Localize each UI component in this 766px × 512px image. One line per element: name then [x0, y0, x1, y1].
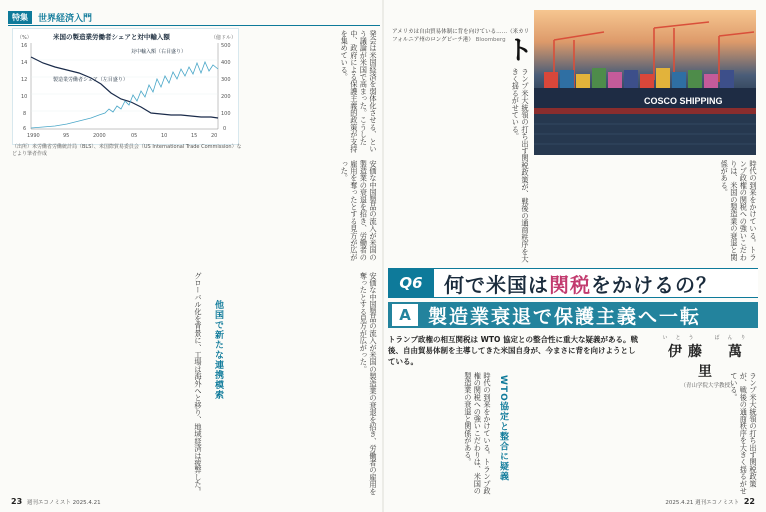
left-footer-magazine: 週刊エコノミスト	[26, 500, 71, 506]
svg-text:200: 200	[221, 94, 231, 100]
right-footer-magazine: 週刊エコノミスト	[695, 500, 740, 506]
legend-manufacturing-share: 製造業労働者シェア（左目盛り）	[53, 77, 128, 83]
svg-text:0: 0	[223, 126, 227, 132]
right-footer-date: 2025.4.21	[665, 500, 694, 506]
svg-text:95: 95	[63, 133, 70, 139]
svg-text:05: 05	[131, 133, 138, 139]
header-rule	[8, 25, 380, 26]
right-footer	[665, 497, 758, 506]
section-header	[8, 10, 92, 24]
author-affiliation: （青山学院大学教授）	[680, 383, 736, 389]
series-china-imports	[31, 62, 218, 128]
svg-text:400: 400	[221, 60, 231, 66]
right-body-col-3: 時代の到来をかけている。トランプ政権の関税への強いこだわりは、米国の製造業の衰退と関係がある。	[463, 372, 492, 495]
drop-cap: ト	[507, 36, 534, 66]
svg-text:8: 8	[23, 111, 27, 117]
svg-text:500: 500	[221, 43, 231, 49]
lead-paragraph: トランプ政権の相互関税は WTO 協定との整合性に重大な疑義がある。戦後、自由貿易体制を主導してきた米国自身が、今まさに背を向けようとしている。	[388, 335, 638, 366]
photo-caption-text: アメリカは自由貿易体制に背を向けている……（米カリフォルニア州のロングビーチ港）	[392, 29, 530, 43]
left-body-col-4: 安価な中国製品の流入が米国の製造業の衰退を招き、労働者の雇用を奪ったとする見方が広がった。	[359, 272, 378, 496]
left-footer-date: 2025.4.21	[72, 500, 101, 506]
question-label: Q6	[388, 269, 434, 297]
svg-text:15: 15	[191, 133, 198, 139]
right-page-number: 22	[743, 497, 755, 506]
svg-text:12: 12	[21, 77, 28, 83]
left-body-col-2: 安価な中国製品の流入が米国の製造業の衰退を招き、労働者の雇用を奪ったとする見方が広がった。	[340, 160, 378, 261]
left-page-number: 23	[11, 497, 23, 506]
answer-banner	[388, 302, 758, 328]
section-tag: 特集	[8, 11, 32, 24]
chart-title: 米国の製造業労働者シェアと対中輸入額	[53, 33, 170, 41]
legend-china-imports: 対中輸入額（右目盛り）	[131, 49, 187, 55]
right-body-col-1: ランプ米大統領の打ち出す関税政策が、戦後の通商秩序を大きく揺るがせている。	[511, 68, 530, 263]
author-name: 伊藤 萬里	[668, 344, 748, 380]
page-gutter	[382, 0, 384, 512]
chart-left-unit: （%）	[17, 35, 32, 41]
chart-svg	[13, 29, 238, 144]
series-manufacturing-share	[31, 57, 218, 118]
chart-right-unit: （億ドル）	[211, 35, 237, 41]
chart-source-note: （出所）米労働省労働統計局（BLS）、米国際貿易委員会（US International Trade Commission）などより筆者作成	[12, 144, 242, 157]
left-body-col-1: 発会は米国経済を弱体化させる、という議論が米国で高まった。こうした中、政府による保護主義的政策が支持を集めている。	[340, 30, 378, 153]
right-body-col-2: 時代の到来をかけている。トランプ政権の関税への強いこだわりは、米国の製造業の衰退と関係がある。	[720, 160, 758, 261]
svg-text:14: 14	[21, 60, 28, 66]
chart-figure	[12, 28, 239, 145]
svg-text:10: 10	[161, 133, 168, 139]
left-body-col-3: グローバル化を背景に、工場は海外へと移り、地域経済は疲弊した。	[194, 272, 203, 496]
svg-text:6: 6	[23, 126, 27, 132]
answer-text: 製造業衰退で保護主義へ一転	[428, 305, 702, 328]
left-footer	[8, 497, 101, 506]
right-body-col-4: ランプ米大統領の打ち出す関税政策が、戦後の通商秩序を大きく揺るがせている。	[729, 372, 758, 495]
author-ruby: いとう ばんり	[662, 335, 754, 341]
svg-text:20: 20	[211, 133, 218, 139]
svg-text:2000: 2000	[93, 133, 106, 139]
left-subhead: 他国で新たな連携模索	[213, 300, 223, 400]
port-photo	[534, 10, 756, 155]
svg-text:300: 300	[221, 77, 231, 83]
right-subhead: WTO協定と整合に疑義	[498, 375, 508, 482]
answer-label: A	[392, 304, 418, 326]
svg-text:16: 16	[21, 43, 28, 49]
svg-text:1990: 1990	[27, 133, 40, 139]
port-illustration	[534, 10, 756, 155]
question-text: 何で米国は関税をかけるの？	[444, 272, 717, 297]
section-title: 世界経済入門	[38, 13, 93, 24]
photo-credit: Bloomberg	[475, 37, 506, 43]
svg-text:10: 10	[21, 94, 28, 100]
question-banner	[388, 268, 758, 298]
svg-text:100: 100	[221, 111, 231, 117]
svg-text:COSCO SHIPPING: COSCO SHIPPING	[644, 96, 723, 106]
